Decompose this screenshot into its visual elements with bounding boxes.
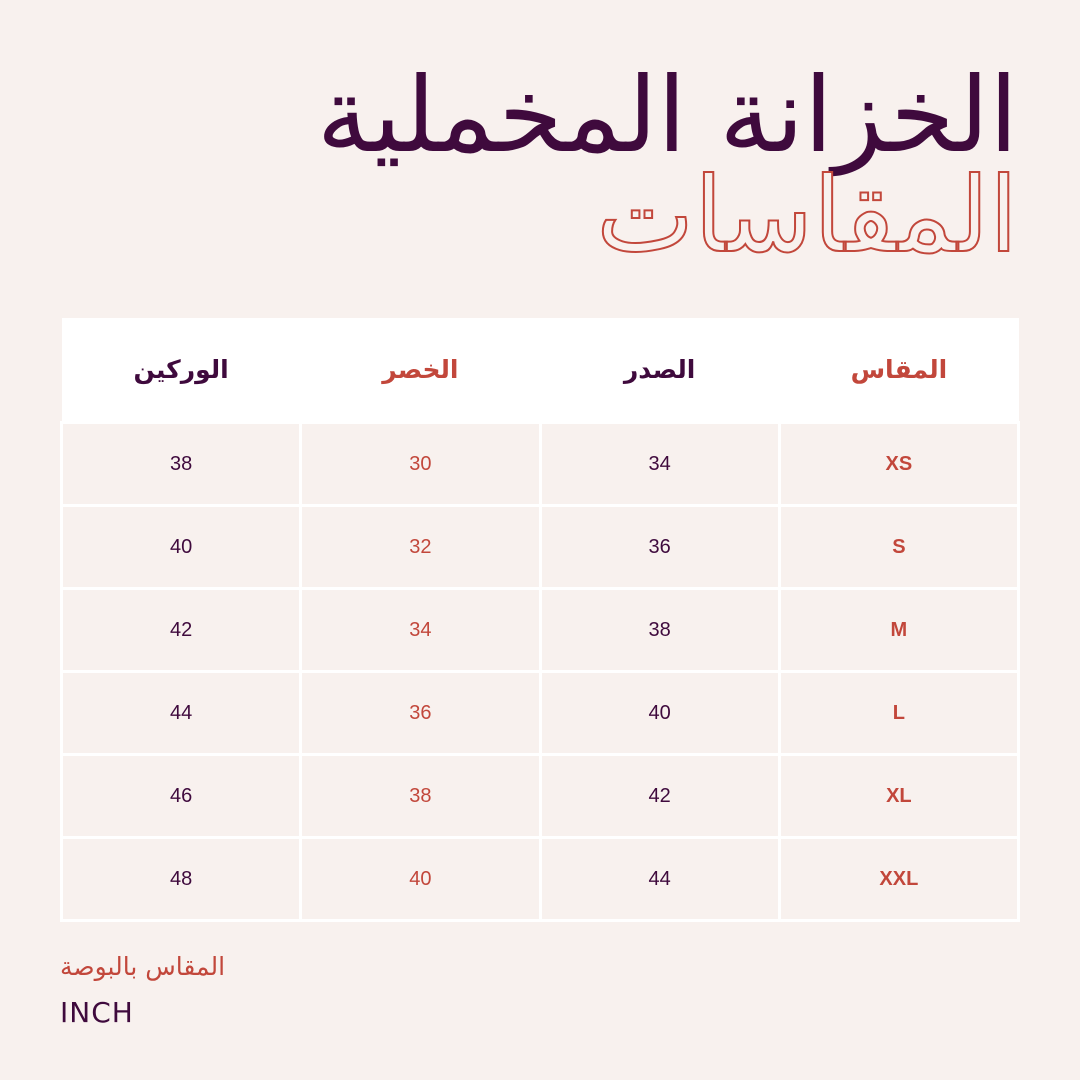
- hips-cell: 46: [62, 755, 301, 838]
- chest-cell: 34: [540, 423, 779, 506]
- waist-cell: 30: [301, 423, 540, 506]
- chest-cell: 44: [540, 838, 779, 921]
- chest-cell: 42: [540, 755, 779, 838]
- hips-cell: 48: [62, 838, 301, 921]
- table-row: [62, 589, 1019, 672]
- size-cell: XS: [779, 423, 1018, 506]
- size-cell: L: [779, 672, 1018, 755]
- table-header-row: [62, 318, 1019, 423]
- waist-cell: 36: [301, 672, 540, 755]
- unit-note-english: INCH: [60, 996, 134, 1029]
- table-row: [62, 672, 1019, 755]
- brand-title: الخزانة المخملية: [316, 54, 1018, 176]
- table-row: [62, 755, 1019, 838]
- size-cell: XL: [779, 755, 1018, 838]
- chest-cell: 38: [540, 589, 779, 672]
- waist-cell: 38: [301, 755, 540, 838]
- header-hips: الوركين: [62, 318, 301, 423]
- unit-note-arabic: المقاس بالبوصة: [60, 952, 226, 981]
- waist-cell: 34: [301, 589, 540, 672]
- chest-cell: 36: [540, 506, 779, 589]
- hips-cell: 42: [62, 589, 301, 672]
- chest-cell: 40: [540, 672, 779, 755]
- page-subtitle: المقاسات: [596, 154, 1018, 276]
- header-size: المقاس: [779, 318, 1018, 423]
- table-row: [62, 423, 1019, 506]
- hips-cell: 44: [62, 672, 301, 755]
- size-cell: M: [779, 589, 1018, 672]
- table-row: [62, 506, 1019, 589]
- header-waist: الخصر: [301, 318, 540, 423]
- hips-cell: 40: [62, 506, 301, 589]
- hips-cell: 38: [62, 423, 301, 506]
- header-chest: الصدر: [540, 318, 779, 423]
- size-cell: S: [779, 506, 1018, 589]
- size-chart-table: [60, 318, 1020, 922]
- waist-cell: 40: [301, 838, 540, 921]
- size-cell: XXL: [779, 838, 1018, 921]
- table-row: [62, 838, 1019, 921]
- waist-cell: 32: [301, 506, 540, 589]
